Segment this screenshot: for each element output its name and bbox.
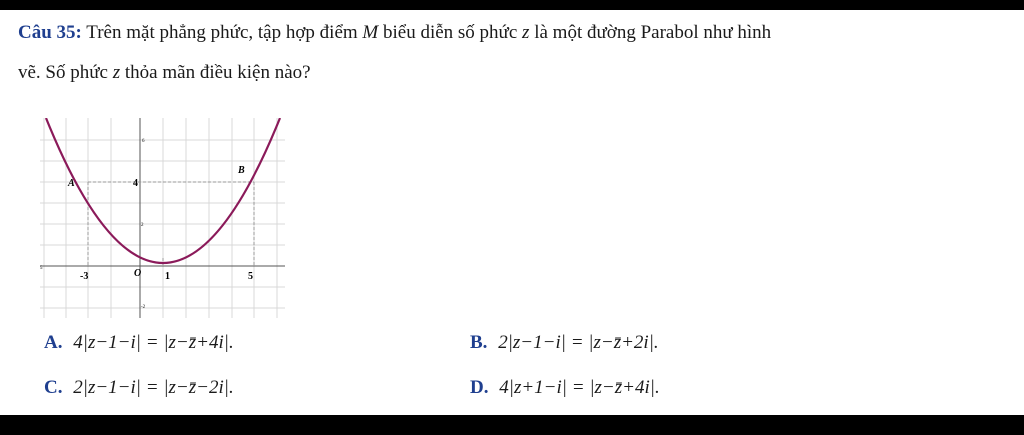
option-b[interactable] [470, 332, 659, 354]
option-d-expr: 4|z+1−i| = |z−z̄+4i|. [499, 377, 660, 398]
var-z: z [522, 22, 530, 43]
parabola-graph [40, 118, 285, 318]
tick-y-6: 6 [142, 139, 145, 144]
option-b-expr: 2|z−1−i| = |z−z̄+2i|. [498, 332, 659, 353]
question-sheet [0, 10, 1024, 415]
label-B: B [238, 165, 245, 176]
option-a[interactable] [44, 332, 234, 354]
label-A: A [68, 178, 75, 189]
question-number: Câu 35: [18, 22, 82, 43]
option-d[interactable] [470, 377, 660, 399]
question-text-2a: vẽ. Số phức [18, 62, 108, 83]
question-text-1b: biểu diễn số phức [382, 22, 518, 43]
question-text-1a: Trên mặt phẳng phức, tập hợp điểm [86, 22, 358, 43]
option-d-label: D. [470, 377, 489, 398]
question-text-2b: thỏa mãn điều kiện nào? [124, 62, 311, 83]
option-a-label: A. [44, 332, 63, 353]
option-c[interactable] [44, 377, 234, 399]
tick-y-4: 4 [133, 178, 138, 189]
label-O: O [134, 268, 142, 279]
tick-x-neg3: -3 [80, 271, 89, 282]
tick-y-neg2: -2 [141, 305, 146, 310]
option-b-label: B. [470, 332, 488, 353]
var-M: M [362, 22, 379, 43]
option-c-expr: 2|z−1−i| = |z−z̄−2i|. [73, 377, 234, 398]
question-line-1 [18, 22, 771, 44]
tick-x-neg5: 5 [40, 266, 43, 271]
var-z-2: z [112, 62, 121, 83]
option-a-expr: 4|z−1−i| = |z−z̄+4i|. [73, 332, 234, 353]
question-text-1c: là một đường Parabol như hình [534, 22, 772, 43]
grid [40, 118, 285, 318]
tick-x-5: 5 [248, 271, 253, 282]
tick-y-2: 2 [141, 223, 144, 228]
option-c-label: C. [44, 377, 63, 398]
question-line-2 [18, 62, 311, 84]
tick-x-1: 1 [165, 271, 170, 282]
